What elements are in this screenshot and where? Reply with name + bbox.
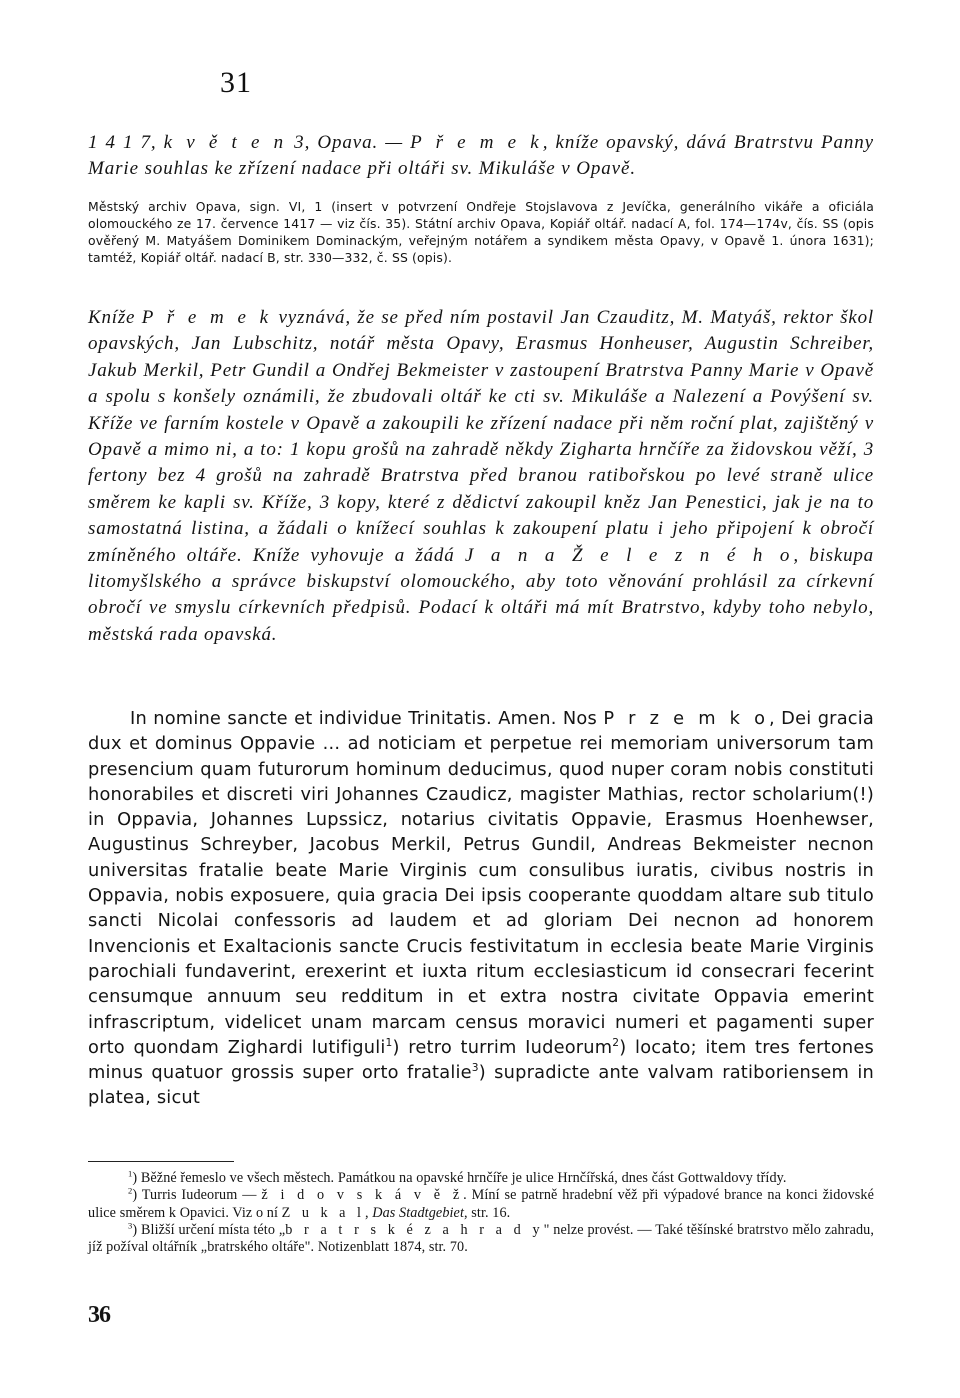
heading-month: k v ě t e n [163, 132, 288, 153]
footnote-mark-3: 3 [128, 1220, 133, 1231]
footnote-ref-3[interactable]: 3 [471, 1061, 479, 1075]
regest-text-2: vyznává, že se před ním postavil Jan Czauditz, M. Matyáš, rektor škol opavských, Jan Lubschitz, notář města Opavy, Erasmus Honheuser, Augustin Schreiber, Jakub Merkil, Petr Gundil a Ondřej Bekmeister v zastoupení Bratrstva Panny Marie v Opavě a spolu s konšely oznámili, že zbudovali oltář ke cti sv. Mikuláše a Nalezení a Povýšení sv. Kříže ve farním kostele v Opavě a zakoupili ke zřízení nadace při něm roční plat, zajištěný v Opavě a mimo ni, a to: 1 kopu grošů na zahradě někdy Zigharta hrnčíře za židovskou věží, 3 fertony bez 4 grošů na zahradě Bratrstva před branou ratibořskou po levé straně ulice směrem ke kapli sv. Kříže, 3 kopy, které z dědictví zakoupil kněz Jan Penestici, jak je na to samostatná listina, a žádali o knížecí souhlas k zakoupení platu i jeho připojení k obročí zmíněného oltáře. Kníže vyhovuje a žádá [88, 307, 874, 566]
latin-text-1: In nomine sancte et individue Trinitatis. Amen. Nos [130, 708, 604, 729]
footnote-3-text-b: " nelze provést. — Také těšínské bratrstvo mělo zahradu, jíž požíval oltářník „bratrského oltáře". Notizenblatt 1874, str. 70. [88, 1221, 874, 1256]
footnote-2 [88, 1187, 874, 1222]
latin-text-5: ) supradicte ante valvam ratiboriensem in platea, sicut [88, 1062, 874, 1109]
footnote-3-text-a: ) Bližší určení místa této „ [132, 1221, 286, 1238]
footnote-3 [88, 1222, 874, 1257]
footnote-2-text-b: . Míní se patrně hradební věž při výpadové brance na konci židovské ulice směrem k Opavici. Viz o ní [88, 1187, 874, 1221]
footnote-2-author: Z u k a l [281, 1204, 365, 1221]
footnote-1 [88, 1170, 874, 1187]
latin-text-2: , Dei gracia dux et dominus Oppavie ... ad noticiam et perpetue rei memoriam universorum tam presencium quam futurorum hominum deducimus, quod nuper coram nobis constituti honorabiles et discreti viri Johannes Czaudicz, magister Mathias, rector scholarium(!) in Oppavia, Johannes Lupssicz, notarius civitatis Oppavie, Erasmus Hoenhewser, Augustinus Schreyber, Jacobus Merkil, Petrus Gundil, Andreas Bekmeister necnon universitas fratalie beate Marie Virginis cum consulibus iuratis, civibus nostris in Oppavia, nobis exposuere, quia gracia Dei ipsis cooperante quoddam altare sub titulo sancti Nicolai confessoris ad laudem et ad gloriam Dei necnon ad honorem Invencionis et Exaltacionis sancte Crucis festivitatum in ecclesia beate Marie Virginis parochiali fundaverint, erexerint et iuxta ritum ecclesiasticum id consecrari fecerint censumque annuum seu redditum in et extra nostra civitate Oppavia emerint infrascriptum, videlicet unam marcam census moravici numeri et pagamenti super orto quondam Zighardi lutifiguli [88, 708, 875, 1058]
signature-mark: 36 [88, 1302, 110, 1328]
source-note: Městský archiv Opava, sign. VI, 1 (insert v potvrzení Ondřeje Stojslavova z Jevíčka, generálního vikáře a oficiála olomouckého ze 17. července 1417 — viz čís. 35). Státní archiv Opava, Kopiář oltář. nadací A, fol. 174—174v, čís. SS (opis ověřený M. Matyášem Dominikem Dominackým, veřejným notářem a syndikem města Opavy, v Opavě 1. února 1631); tamtéž, Kopiář oltář. nadací B, str. 330—332, č. SS (opis). [88, 199, 874, 265]
footnote-3-spaced: b r a t r s k é z a h r a d y [285, 1221, 544, 1238]
footnote-ref-1[interactable]: 1 [385, 1035, 393, 1049]
regest-text-3: , biskupa litomyšlského a správce biskupství olomouckého, aby toto věnování prohlásil za církevní obročí ve smyslu církevních předpisů. Podací k oltáři má mít Bratrstvo, kdyby toho nebylo, městská rada opavská. [88, 544, 874, 645]
heading-summary: , kníže opavský, dává Bratrstvu Panny Marie souhlas ke zřízení nadace při oltáři sv. Mikuláše v Opavě. [88, 132, 874, 179]
footnote-2-spaced: ž i d o v s k á v ě ž [261, 1187, 464, 1204]
document-heading [88, 130, 874, 182]
footnote-mark-2: 2 [128, 1185, 133, 1196]
latin-text-3: ) retro turrim Iudeorum [392, 1036, 613, 1058]
footnote-2-text-d: , str. 16. [464, 1204, 511, 1221]
latin-charter-text [88, 706, 874, 1111]
footnote-ref-2[interactable]: 2 [612, 1035, 620, 1049]
footnote-2-text-a: ) Turris Iudeorum — [132, 1187, 262, 1204]
footnotes [88, 1170, 874, 1256]
regest-paragraph [88, 305, 874, 648]
footnote-mark-1: 1 [128, 1168, 133, 1179]
footnote-2-title: Das Stadtgebiet [372, 1204, 464, 1221]
heading-date-suffix: 3, Opava. — [287, 132, 411, 153]
latin-text-4: ) locato; item tres fertones minus quatuor grossis super orto fratalie [88, 1036, 874, 1084]
heading-issuer: P ř e m e k [410, 132, 543, 153]
heading-date-prefix: 1 4 1 7, [88, 132, 164, 153]
regest-name-jan-zelezny: J a n a Ž e l e z n é h o [464, 544, 794, 566]
footnote-1-text: ) Běžné řemeslo ve všech městech. Památkou na opavské hrnčíře je ulice Hrnčířská, dnes část Gottwaldovy třídy. [132, 1170, 787, 1186]
regest-name-premek: P ř e m e k [141, 307, 273, 328]
regest-text-1: Kníže [88, 307, 142, 328]
footnote-2-text-c: , [364, 1204, 373, 1221]
footnote-divider [88, 1161, 234, 1162]
page-number: 31 [220, 66, 252, 99]
latin-name-przemko: P r z e m k o [603, 708, 769, 729]
